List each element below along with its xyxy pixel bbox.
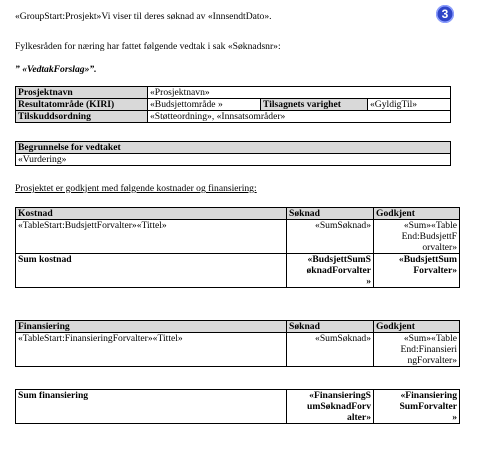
text-line: «Sum»«Table: [403, 333, 457, 344]
step-number-badge: 3: [436, 5, 454, 23]
text-line: »: [452, 412, 457, 423]
kostnad-soknad-header: Søknad: [287, 208, 374, 220]
tilskudd-value: «Støtteordning», «Innsatsområder»: [148, 111, 451, 123]
finansiering-godkjent-header: Godkjent: [374, 321, 460, 333]
finansiering-soknad-header: Søknad: [287, 321, 374, 333]
finansiering-header: Finansiering: [16, 321, 287, 333]
text-line: alter»: [347, 412, 371, 423]
godkjent-paragraph: Prosjektet er godkjent med følgende kostnader og finansiering:: [15, 183, 257, 194]
kostnad-header: Kostnad: [16, 208, 287, 220]
intro-paragraph: «GroupStart:Prosjekt»Vi viser til deres søknad av «InnsendtDato».: [15, 11, 272, 22]
sum-kostnad-soknad: [287, 254, 374, 288]
varighet-label: Tilsagnets varighet: [261, 99, 368, 111]
text-line: Forvalter»: [413, 265, 457, 276]
prosjektnavn-label: Prosjektnavn: [16, 87, 148, 99]
tilskudd-label: Tilskuddsordning: [16, 111, 148, 123]
text-line: orvalter»: [422, 242, 457, 253]
sum-finansiering-label: Sum finansiering: [16, 390, 287, 424]
project-info-table: [15, 86, 451, 123]
kostnad-table: [15, 207, 460, 288]
text-line: End:Finansieri: [400, 344, 457, 355]
begrunnelse-value: «Vurdering»: [16, 154, 451, 166]
finansiering-row-soknad: «SumSøknad»: [287, 333, 374, 367]
kostnad-row-title: «TableStart:BudsjettForvalter»«Tittel»: [16, 220, 287, 254]
sum-kostnad-godkjent: [374, 254, 460, 288]
kostnad-row-godkjent: [374, 220, 460, 254]
resultatomrade-label: Resultatområde (KIRI): [16, 99, 148, 111]
text-line: umSøknadForv: [307, 401, 371, 412]
sum-finansiering-table: [15, 389, 460, 424]
kostnad-row-soknad: «SumSøknad»: [287, 220, 374, 254]
vedtak-paragraph: Fylkesråden for næring har fattet følgende vedtak i sak «Søknadsnr»:: [15, 41, 281, 52]
text-line: «BudsjettSumS: [307, 254, 371, 265]
text-line: ngForvalter»: [407, 355, 457, 366]
text-line: øknadForvalter: [306, 265, 371, 276]
begrunnelse-table: [15, 141, 451, 166]
text-line: SumForvalter: [399, 401, 457, 412]
varighet-value: «GyldigTil»: [368, 99, 451, 111]
finansiering-row-title: «TableStart:FinansieringForvalter»«Tittel»: [16, 333, 287, 367]
text-line: «Sum»«Table: [403, 220, 457, 231]
text-line: End:BudsjettF: [401, 231, 457, 242]
sum-finansiering-soknad: [287, 390, 374, 424]
text-line: »: [366, 276, 371, 287]
kostnad-godkjent-header: Godkjent: [374, 208, 460, 220]
sum-finansiering-godkjent: [374, 390, 460, 424]
vedtak-forslag: ” «VedtakForslag»”.: [15, 64, 97, 75]
text-line: «Finansiering: [400, 390, 457, 401]
resultatomrade-value: «Budsjettområde »: [148, 99, 261, 111]
prosjektnavn-value: «Prosjektnavn»: [148, 87, 451, 99]
text-line: «BudsjettSum: [398, 254, 457, 265]
finansiering-table: [15, 320, 460, 367]
sum-kostnad-label: Sum kostnad: [16, 254, 287, 288]
begrunnelse-header: Begrunnelse for vedtaket: [16, 142, 451, 154]
finansiering-row-godkjent: [374, 333, 460, 367]
text-line: «FinansieringS: [309, 390, 371, 401]
